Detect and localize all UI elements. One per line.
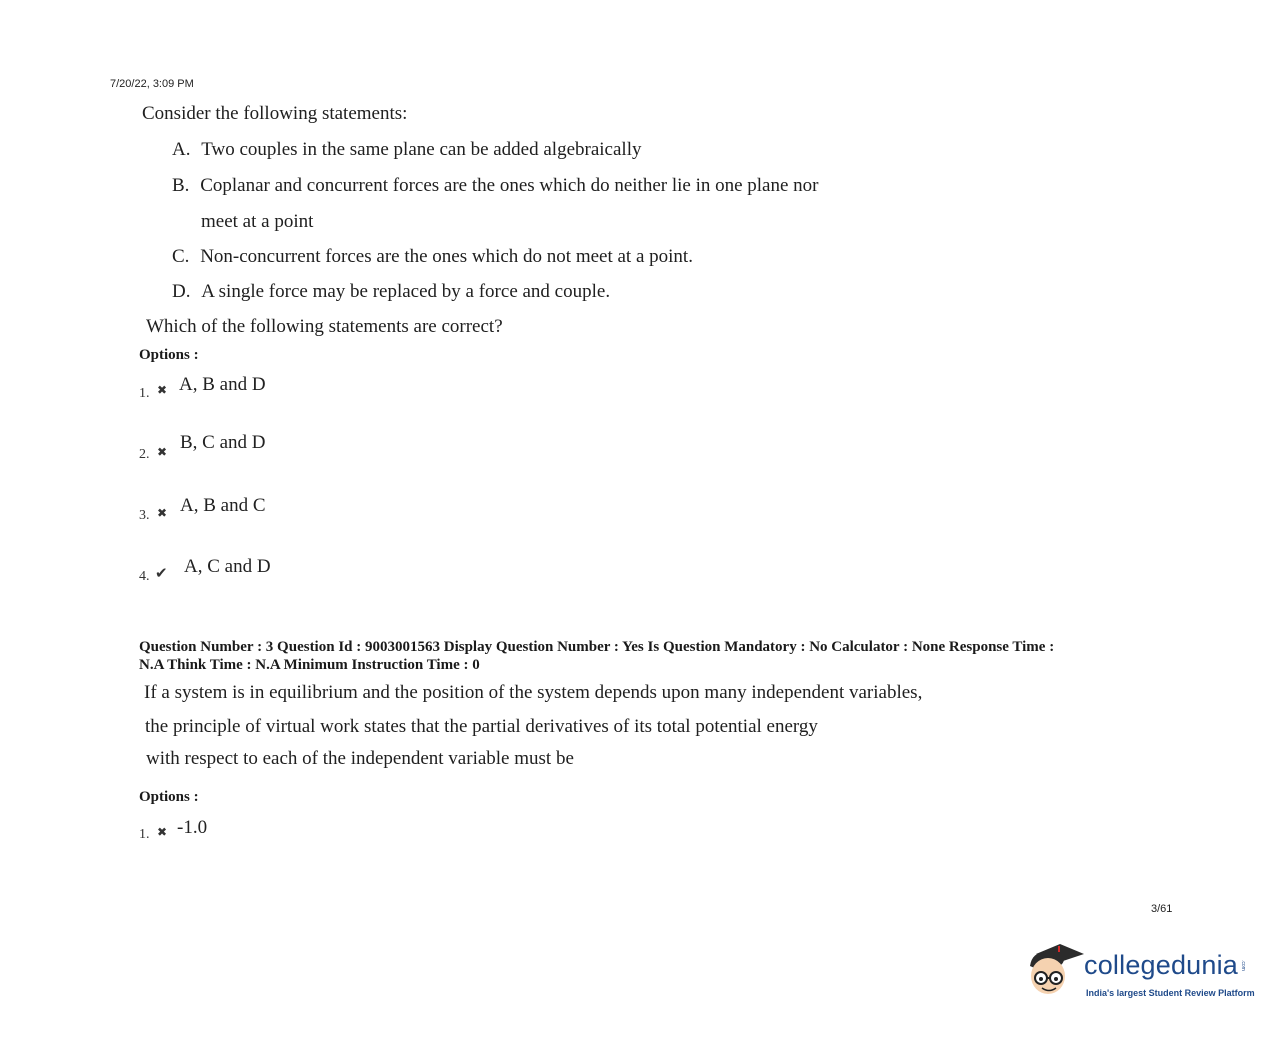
option-text: B, C and D	[180, 432, 266, 453]
option-text: A, B and D	[179, 374, 266, 395]
cross-icon: ✖	[157, 445, 168, 459]
statement-b	[172, 175, 819, 197]
question-meta-line-1: Question Number : 3 Question Id : 9003001563 Display Question Number : Yes Is Question Mandatory : No Calculator : None Response Time :	[139, 639, 1055, 655]
statement-c	[172, 246, 693, 268]
option-number: 3.	[139, 508, 150, 523]
option-text: A, B and C	[180, 495, 266, 516]
collegedunia-logo	[1022, 938, 1255, 1008]
options-label: Options :	[139, 347, 199, 363]
print-timestamp: 7/20/22, 3:09 PM	[110, 78, 194, 90]
statement-text: Two couples in the same plane can be added algebraically	[201, 139, 642, 160]
option-number: 1.	[139, 386, 150, 401]
mascot-icon	[1022, 938, 1088, 1008]
statement-letter: D.	[172, 281, 191, 302]
question-intro: Consider the following statements:	[142, 103, 408, 124]
cross-icon: ✖	[157, 383, 168, 397]
statement-letter: A.	[172, 139, 191, 160]
option-text: -1.0	[177, 817, 208, 838]
question-text-line-1: If a system is in equilibrium and the position of the system depends upon many independent variables,	[144, 682, 923, 703]
statement-d	[172, 281, 610, 303]
statement-b-continuation: meet at a point	[201, 211, 314, 232]
cross-icon: ✖	[157, 825, 168, 839]
option-number: 2.	[139, 447, 150, 462]
check-icon: ✔	[155, 566, 168, 582]
question-text-line-2: the principle of virtual work states that the partial derivatives of its total potential energy	[145, 716, 818, 737]
option-number: 4.	[139, 569, 150, 584]
statement-letter: C.	[172, 246, 190, 267]
question-meta-line-2: N.A Think Time : N.A Minimum Instruction Time : 0	[139, 657, 480, 673]
option-text: A, C and D	[184, 556, 271, 577]
page-number: 3/61	[1151, 903, 1173, 915]
cross-icon: ✖	[157, 506, 168, 520]
logo-wordmark: collegedunia	[1084, 950, 1239, 980]
statement-text: Coplanar and concurrent forces are the ones which do neither lie in one plane nor	[200, 175, 819, 196]
statement-letter: B.	[172, 175, 190, 196]
statement-text: Non-concurrent forces are the ones which do not meet at a point.	[200, 246, 693, 267]
option-number: 1.	[139, 827, 150, 842]
logo-domain: .com	[1240, 960, 1246, 971]
question-prompt: Which of the following statements are correct?	[146, 316, 503, 337]
logo-tagline: India's largest Student Review Platform	[1086, 988, 1255, 998]
statement-a	[172, 139, 641, 161]
options-label: Options :	[139, 789, 199, 805]
statement-text: A single force may be replaced by a force and couple.	[201, 281, 611, 302]
question-text-line-3: with respect to each of the independent variable must be	[146, 748, 574, 769]
